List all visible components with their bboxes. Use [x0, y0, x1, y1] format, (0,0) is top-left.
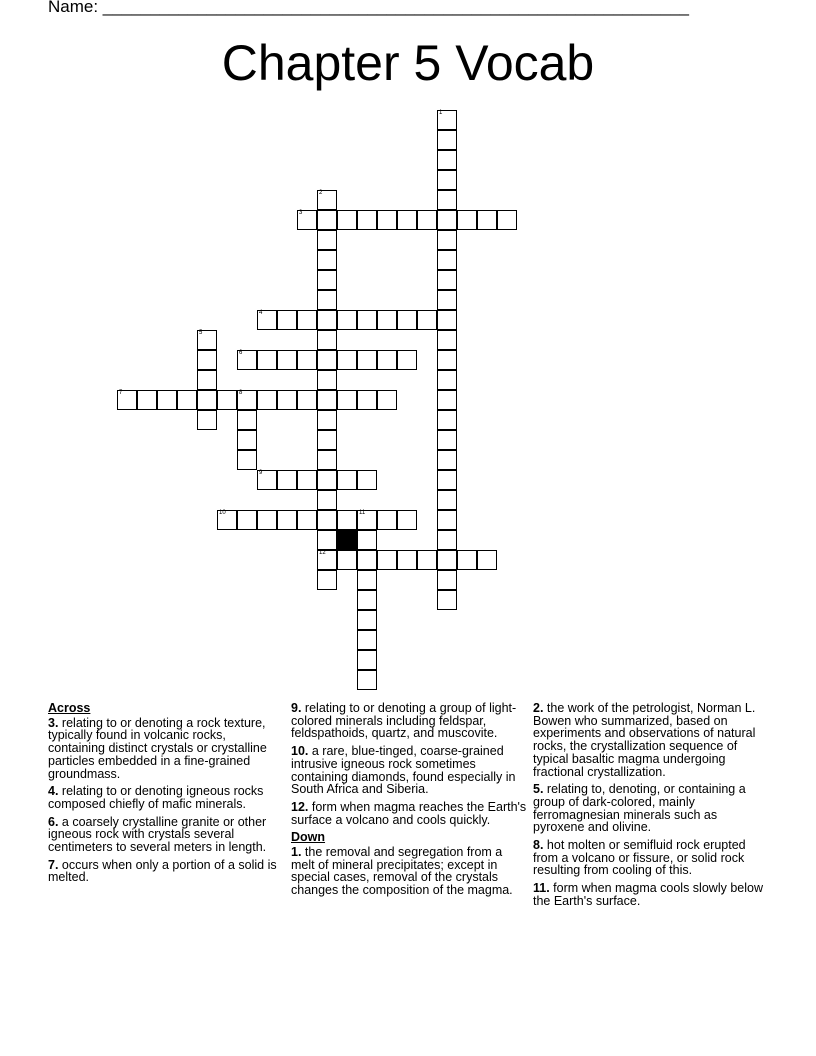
- clue-number: 10: [219, 510, 226, 516]
- grid-cell[interactable]: [317, 370, 337, 390]
- grid-cell[interactable]: [317, 470, 337, 490]
- grid-cell[interactable]: [417, 310, 437, 330]
- grid-cell[interactable]: [377, 390, 397, 410]
- grid-cell[interactable]: [357, 610, 377, 630]
- black-cell: [337, 530, 357, 550]
- grid-cell[interactable]: [437, 290, 457, 310]
- grid-cell[interactable]: [437, 470, 457, 490]
- grid-cell[interactable]: [457, 210, 477, 230]
- grid-cell[interactable]: [437, 370, 457, 390]
- down-clue-5: 5. relating to, denoting, or containing a group of dark-colored, mainly ferromagnesian minerals such as pyroxene and olivine.: [533, 782, 746, 835]
- grid-cell[interactable]: [357, 590, 377, 610]
- grid-cell[interactable]: [357, 310, 377, 330]
- grid-cell[interactable]: [437, 210, 457, 230]
- down-clue-11: 11. form when magma cools slowly below the Earth's surface.: [533, 881, 763, 908]
- grid-cell[interactable]: [377, 510, 397, 530]
- grid-cell[interactable]: [357, 350, 377, 370]
- grid-cell[interactable]: [337, 350, 357, 370]
- grid-cell[interactable]: [437, 230, 457, 250]
- grid-cell[interactable]: [237, 410, 257, 430]
- grid-cell[interactable]: [277, 310, 297, 330]
- grid-cell[interactable]: [437, 130, 457, 150]
- grid-cell[interactable]: [317, 190, 337, 210]
- grid-cell[interactable]: [277, 510, 297, 530]
- down-clue-8: 8. hot molten or semifluid rock erupted from a volcano or fissure, or solid rock resulting from cooling of this.: [533, 838, 746, 878]
- grid-cell[interactable]: [257, 390, 277, 410]
- grid-cell[interactable]: [437, 550, 457, 570]
- grid-cell[interactable]: [297, 310, 317, 330]
- grid-cell[interactable]: [357, 650, 377, 670]
- grid-cell[interactable]: [357, 550, 377, 570]
- grid-cell[interactable]: [257, 470, 277, 490]
- grid-cell[interactable]: [237, 430, 257, 450]
- grid-cell[interactable]: [397, 350, 417, 370]
- grid-cell[interactable]: [117, 390, 137, 410]
- grid-cell[interactable]: [297, 210, 317, 230]
- grid-cell[interactable]: [417, 550, 437, 570]
- grid-cell[interactable]: [157, 390, 177, 410]
- grid-cell[interactable]: [317, 290, 337, 310]
- grid-cell[interactable]: [437, 390, 457, 410]
- grid-cell[interactable]: [297, 510, 317, 530]
- down-heading: Down: [291, 830, 326, 845]
- clue-number: 3: [299, 210, 303, 216]
- grid-cell[interactable]: [377, 350, 397, 370]
- grid-cell[interactable]: [177, 390, 197, 410]
- grid-cell[interactable]: [497, 210, 517, 230]
- across-clue-9: 9. relating to or denoting a group of light-colored minerals including feldspar, feldspathoids, quartz, and muscovite.: [291, 701, 517, 741]
- grid-cell[interactable]: [317, 270, 337, 290]
- grid-cell[interactable]: [257, 310, 277, 330]
- grid-cell[interactable]: [437, 510, 457, 530]
- page-title: Chapter 5 Vocab: [221, 35, 595, 91]
- grid-cell[interactable]: [437, 570, 457, 590]
- grid-cell[interactable]: [357, 570, 377, 590]
- grid-cell[interactable]: [257, 510, 277, 530]
- grid-cell[interactable]: [317, 330, 337, 350]
- grid-cell[interactable]: [437, 150, 457, 170]
- grid-cell[interactable]: [357, 470, 377, 490]
- grid-cell[interactable]: [337, 550, 357, 570]
- across-heading: Across: [48, 701, 91, 715]
- grid-cell[interactable]: [437, 170, 457, 190]
- clue-column-2: [291, 702, 527, 902]
- grid-cell[interactable]: [237, 450, 257, 470]
- grid-cell[interactable]: [317, 570, 337, 590]
- grid-cell[interactable]: [457, 550, 477, 570]
- grid-cell[interactable]: [277, 350, 297, 370]
- grid-cell[interactable]: [437, 270, 457, 290]
- grid-cell[interactable]: [377, 310, 397, 330]
- across-clue-12: 12. form when magma reaches the Earth's surface a volcano and cools quickly.: [291, 799, 527, 827]
- grid-cell[interactable]: [317, 450, 337, 470]
- grid-cell[interactable]: [437, 310, 457, 330]
- grid-cell[interactable]: [297, 390, 317, 410]
- clue-column-3: [533, 702, 769, 913]
- grid-cell[interactable]: [317, 550, 337, 570]
- grid-cell[interactable]: [437, 250, 457, 270]
- grid-cell[interactable]: [337, 390, 357, 410]
- grid-cell[interactable]: [317, 390, 337, 410]
- across-clue-10: 10. a rare, blue-tinged, coarse-grained intrusive igneous rock sometimes containing diamonds, found especially in South Africa and Siberia.: [291, 744, 516, 797]
- grid-cell[interactable]: [437, 430, 457, 450]
- grid-cell[interactable]: [477, 210, 497, 230]
- grid-cell[interactable]: [197, 390, 217, 410]
- grid-cell[interactable]: [397, 550, 417, 570]
- clue-column-1: [48, 702, 284, 889]
- grid-cell[interactable]: [337, 470, 357, 490]
- clue-number: 7: [119, 390, 123, 396]
- grid-cell[interactable]: [237, 350, 257, 370]
- grid-cell[interactable]: [237, 510, 257, 530]
- clue-number: 6: [239, 350, 243, 356]
- grid-cell[interactable]: [397, 310, 417, 330]
- clue-number: 9: [259, 470, 263, 476]
- grid-cell[interactable]: [257, 350, 277, 370]
- grid-cell[interactable]: [437, 350, 457, 370]
- grid-cell[interactable]: [377, 550, 397, 570]
- grid-cell[interactable]: [137, 390, 157, 410]
- grid-cell[interactable]: [197, 350, 217, 370]
- grid-cell[interactable]: [317, 530, 337, 550]
- grid-cell[interactable]: [357, 630, 377, 650]
- grid-cell[interactable]: [477, 550, 497, 570]
- clue-number: 2: [319, 190, 323, 196]
- grid-cell[interactable]: [437, 530, 457, 550]
- grid-cell[interactable]: [317, 410, 337, 430]
- grid-cell[interactable]: [217, 510, 237, 530]
- grid-cell[interactable]: [297, 350, 317, 370]
- grid-cell[interactable]: [197, 410, 217, 430]
- grid-cell[interactable]: [317, 210, 337, 230]
- grid-cell[interactable]: [277, 390, 297, 410]
- grid-cell[interactable]: [437, 490, 457, 510]
- grid-cell[interactable]: [317, 250, 337, 270]
- name-field-label: Name: ______________________________________________________________: [48, 0, 689, 16]
- grid-cell[interactable]: [357, 390, 377, 410]
- grid-cell[interactable]: [397, 510, 417, 530]
- grid-cell[interactable]: [377, 210, 397, 230]
- grid-cell[interactable]: [437, 110, 457, 130]
- grid-cell[interactable]: [337, 310, 357, 330]
- down-clue-1: 1. the removal and segregation from a melt of mineral precipitates; except in special cases, removal of the crystals changes the composition of the magma.: [291, 845, 513, 898]
- grid-cell[interactable]: [357, 510, 377, 530]
- grid-cell[interactable]: [357, 530, 377, 550]
- down-clue-2: 2. the work of the petrologist, Norman L. Bowen who summarized, based on experiments and observations of natural rocks, the crystallization sequence of typical basaltic magma undergoing fractional crystallization.: [533, 701, 756, 779]
- grid-cell[interactable]: [217, 390, 237, 410]
- grid-cell[interactable]: [337, 210, 357, 230]
- grid-cell[interactable]: [357, 670, 377, 690]
- clue-number: 5: [199, 330, 203, 336]
- clue-number: 12: [319, 550, 326, 556]
- grid-cell[interactable]: [317, 230, 337, 250]
- across-clue-6: 6. a coarsely crystalline granite or other igneous rock with crystals several centimeters to several meters in length.: [48, 814, 267, 855]
- grid-cell[interactable]: [317, 310, 337, 330]
- clue-number: 8: [239, 390, 243, 396]
- grid-cell[interactable]: [437, 190, 457, 210]
- across-clue-3: 3. relating to or denoting a rock texture, typically found in volcanic rocks, containing distinct crystals or crystalline particles embedded in a fine-grained groundmass.: [48, 715, 267, 781]
- grid-cell[interactable]: [317, 430, 337, 450]
- grid-cell[interactable]: [197, 330, 217, 350]
- grid-cell[interactable]: [417, 210, 437, 230]
- clue-number: 4: [259, 310, 263, 316]
- grid-cell[interactable]: [237, 390, 257, 410]
- grid-cell[interactable]: [317, 490, 337, 510]
- grid-cell[interactable]: [297, 470, 317, 490]
- grid-cell[interactable]: [337, 510, 357, 530]
- clue-number: 1: [439, 110, 443, 116]
- grid-cell[interactable]: [197, 370, 217, 390]
- grid-cell[interactable]: [437, 330, 457, 350]
- grid-cell[interactable]: [437, 450, 457, 470]
- grid-cell[interactable]: [397, 210, 417, 230]
- across-clue-4: 4. relating to or denoting igneous rocks composed chiefly of mafic minerals.: [48, 784, 264, 811]
- across-clue-7: 7. occurs when only a portion of a solid is melted.: [48, 857, 277, 885]
- grid-cell[interactable]: [277, 470, 297, 490]
- grid-cell[interactable]: [317, 350, 337, 370]
- clue-number: 11: [359, 510, 366, 516]
- grid-cell[interactable]: [317, 510, 337, 530]
- grid-cell[interactable]: [437, 590, 457, 610]
- grid-cell[interactable]: [437, 410, 457, 430]
- grid-cell[interactable]: [357, 210, 377, 230]
